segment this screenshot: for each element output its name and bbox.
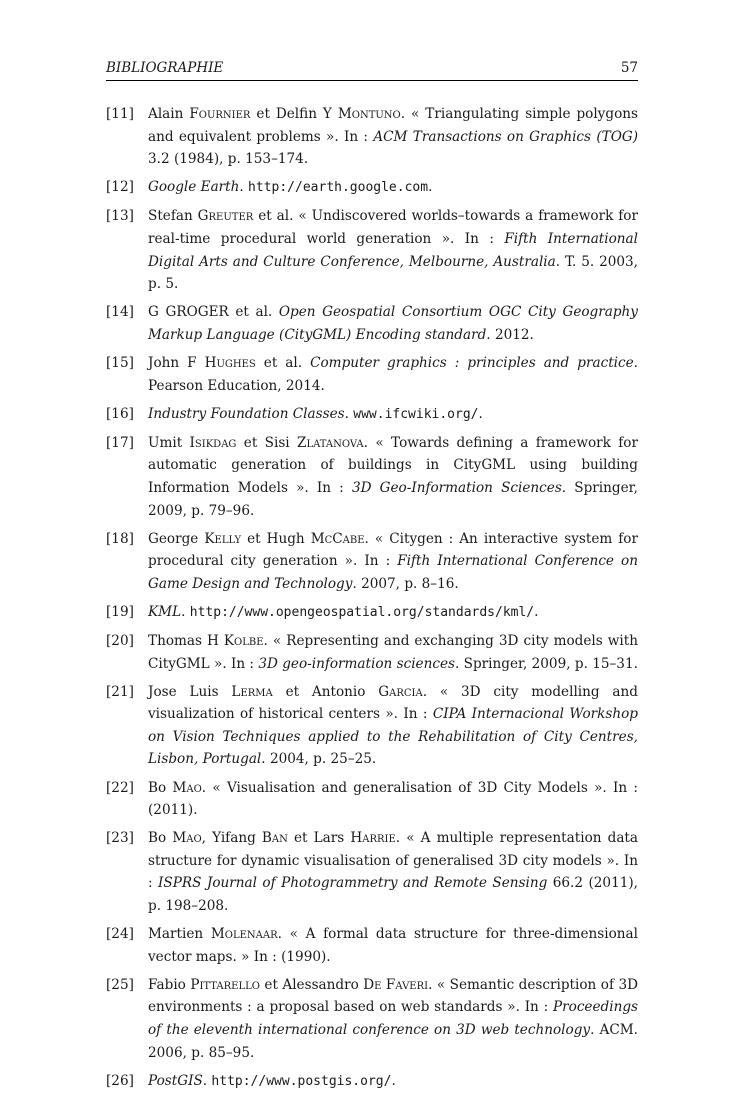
reference-number: [13] xyxy=(106,208,134,225)
reference-fragment: . 2007, p. 8–16. xyxy=(352,575,459,592)
reference-fragment: Thomas H xyxy=(148,632,224,649)
reference-entry xyxy=(106,103,638,171)
reference-title: Google Earth xyxy=(148,179,240,196)
reference-title: ACM Transactions on Graphics (TOG) xyxy=(373,128,638,145)
reference-text xyxy=(148,630,638,675)
page-number: 57 xyxy=(620,60,638,76)
reference-url: www.ifcwiki.org/ xyxy=(353,406,479,422)
reference-fragment: . « A multiple representation data structure for dynamic visualisation of generalised 3D city models ». In : xyxy=(148,830,639,892)
reference-number: [11] xyxy=(106,106,134,122)
reference-fragment: et Delfin Y xyxy=(250,106,338,122)
reference-fragment: George xyxy=(148,530,205,547)
reference-entry xyxy=(106,1070,638,1094)
reference-text xyxy=(148,601,638,625)
reference-fragment: John F xyxy=(148,354,205,371)
reference-fragment: . « Visualisation and generalisation of 3D City Models ». In : (2011). xyxy=(148,779,638,819)
reference-number: [16] xyxy=(106,405,134,422)
reference-fragment: et Antonio xyxy=(272,683,379,700)
reference-url: http://www.opengeospatial.org/standards/kml/ xyxy=(189,604,535,620)
reference-fragment: . xyxy=(428,179,433,196)
reference-fragment: . xyxy=(478,405,483,422)
reference-fragment: et Sisi xyxy=(236,434,298,451)
reference-text xyxy=(148,777,638,822)
reference-number: [20] xyxy=(106,632,134,649)
reference-number: [18] xyxy=(106,530,134,547)
reference-entry xyxy=(106,777,638,822)
reference-fragment: Alain xyxy=(148,106,190,122)
reference-title: Computer graphics : principles and practice xyxy=(310,354,634,371)
reference-fragment: et al. « Undiscovered worlds–towards a framework for real-time procedural world generation ». In : xyxy=(148,208,638,247)
reference-title: Industry Foundation Classes xyxy=(148,405,345,422)
reference-fragment: . xyxy=(181,603,190,620)
reference-fragment: . xyxy=(391,1072,396,1089)
reference-entry xyxy=(106,827,638,917)
author-surname: Pittarello xyxy=(190,976,260,993)
reference-entry xyxy=(106,352,638,397)
reference-fragment: Bo xyxy=(148,779,173,796)
reference-fragment: et Alessandro xyxy=(259,976,364,993)
reference-number: [22] xyxy=(106,779,134,796)
reference-entry xyxy=(106,528,638,596)
reference-number: [15] xyxy=(106,354,134,371)
reference-text xyxy=(148,528,638,596)
running-header xyxy=(106,60,638,81)
author-surname: Greuter xyxy=(197,208,254,225)
reference-fragment: . Pearson Education, 2014. xyxy=(148,354,638,394)
reference-text xyxy=(148,403,638,427)
reference-fragment: . xyxy=(344,405,354,422)
reference-fragment: . 2004, p. 25–25. xyxy=(261,751,377,768)
reference-entry xyxy=(106,601,638,625)
reference-fragment: Jose Luis xyxy=(148,683,232,700)
author-surname: Garcia xyxy=(378,683,423,700)
reference-fragment: . xyxy=(202,1072,212,1089)
reference-fragment: , Yifang xyxy=(201,830,262,847)
reference-entry xyxy=(106,301,638,346)
reference-text xyxy=(148,176,638,200)
bibliography-list xyxy=(106,103,638,1099)
author-surname: Molenaar xyxy=(210,926,278,943)
reference-title: 3D geo-information sciences xyxy=(258,655,455,672)
reference-entry xyxy=(106,630,638,675)
reference-entry xyxy=(106,176,638,200)
reference-fragment: et Hugh xyxy=(241,530,311,547)
author-surname: Kelly xyxy=(204,530,242,547)
reference-entry xyxy=(106,432,638,522)
reference-entry xyxy=(106,205,638,295)
author-surname: Kolbe xyxy=(223,632,264,649)
author-surname: Ban xyxy=(261,830,288,847)
reference-number: [21] xyxy=(106,683,134,700)
reference-fragment: . « Citygen : An interactive system for procedural city generation ». In : xyxy=(148,530,638,570)
reference-fragment: Fabio xyxy=(148,976,191,993)
reference-title: Fifth International Conference on Game Design and Technology xyxy=(148,553,638,592)
reference-text xyxy=(148,681,638,771)
reference-title: Open Geospatial Consortium OGC City Geography Markup Language (CityGML) Encoding standard xyxy=(148,304,638,343)
author-surname: Isikdag xyxy=(189,434,237,451)
author-surname: Hughes xyxy=(204,354,256,371)
reference-fragment: . « Representing and exchanging 3D city models with CityGML ». In : xyxy=(148,632,638,672)
reference-number: [12] xyxy=(106,179,134,196)
reference-entry xyxy=(106,923,638,968)
reference-text xyxy=(148,923,638,968)
reference-entry xyxy=(106,974,638,1064)
reference-fragment: Bo xyxy=(148,830,173,847)
reference-fragment: . « A formal data structure for three-dimensional vector maps. » In : (1990). xyxy=(148,926,638,965)
reference-fragment: G GROGER et al. xyxy=(148,304,279,321)
reference-text xyxy=(148,352,638,397)
reference-number: [17] xyxy=(106,434,134,451)
reference-number: [23] xyxy=(106,830,134,847)
reference-text xyxy=(148,205,638,295)
reference-fragment: et Lars xyxy=(287,830,351,847)
reference-text xyxy=(148,827,638,917)
reference-fragment: Martien xyxy=(148,926,211,943)
reference-fragment: 66.2 (2011), p. 198–208. xyxy=(148,875,639,914)
author-surname: Fournier xyxy=(189,106,251,122)
reference-url: http://earth.google.com xyxy=(248,180,429,196)
author-surname: Mao xyxy=(172,779,202,796)
reference-fragment: Stefan xyxy=(148,208,198,225)
reference-number: [26] xyxy=(106,1072,134,1089)
reference-title: KML xyxy=(148,603,182,620)
reference-text xyxy=(148,103,638,171)
reference-fragment: . ACM. 2006, p. 85–95. xyxy=(148,1021,638,1061)
author-surname: Mao xyxy=(172,830,202,847)
reference-title: 3D Geo-Information Sciences xyxy=(351,479,562,496)
reference-fragment: . 2012. xyxy=(486,326,534,343)
reference-title: CIPA Internacional Workshop on Vision Techniques applied to the Rehabilitation of City Centres, Lisbon, Portugal xyxy=(148,706,638,768)
reference-number: [25] xyxy=(106,976,134,993)
reference-title: ISPRS Journal of Photogrammetry and Remote Sensing xyxy=(158,875,548,892)
author-surname: Lerma xyxy=(231,683,273,700)
reference-fragment: . « Semantic description of 3D environments : a proposal based on web standards ». In : xyxy=(148,976,638,1016)
reference-fragment: . « Triangulating simple polygons and equivalent problems ». In : xyxy=(148,106,638,145)
reference-text xyxy=(148,432,638,522)
reference-text xyxy=(148,974,638,1064)
author-surname: Harrie xyxy=(350,830,396,847)
reference-fragment: Umit xyxy=(148,434,190,451)
reference-number: [19] xyxy=(106,603,134,620)
reference-fragment: . T. 5. 2003, p. 5. xyxy=(148,253,638,293)
reference-fragment: . « Towards defining a framework for automatic generation of buildings in CityGML using building Information Models ». In : xyxy=(148,434,638,496)
reference-fragment: . « 3D city modelling and visualization of historical centers ». In : xyxy=(148,683,638,723)
author-surname: Zlatanova xyxy=(297,434,364,451)
reference-fragment: 3.2 (1984), p. 153–174. xyxy=(148,151,309,168)
header-title: BIBLIOGRAPHIE xyxy=(106,60,224,76)
reference-fragment: . xyxy=(534,603,539,620)
reference-text xyxy=(148,1070,638,1094)
reference-url: http://www.postgis.org/ xyxy=(211,1073,392,1089)
reference-entry xyxy=(106,403,638,427)
reference-fragment: . xyxy=(239,179,249,196)
author-surname: McCabe xyxy=(310,530,365,547)
author-surname: De Faveri xyxy=(363,976,429,993)
reference-text xyxy=(148,301,638,346)
reference-fragment: . Springer, 2009, p. 79–96. xyxy=(148,479,638,519)
author-surname: Montuno xyxy=(337,106,401,122)
reference-entry xyxy=(106,681,638,771)
reference-title: Fifth International Digital Arts and Culture Conference, Melbourne, Australia xyxy=(148,230,639,270)
reference-fragment: et al. xyxy=(255,354,311,371)
reference-number: [14] xyxy=(106,304,134,321)
reference-title: PostGIS xyxy=(148,1072,203,1089)
reference-number: [24] xyxy=(106,926,134,943)
reference-title: Proceedings of the eleventh international conference on 3D web technology xyxy=(148,999,638,1038)
reference-fragment: . Springer, 2009, p. 15–31. xyxy=(454,655,638,672)
